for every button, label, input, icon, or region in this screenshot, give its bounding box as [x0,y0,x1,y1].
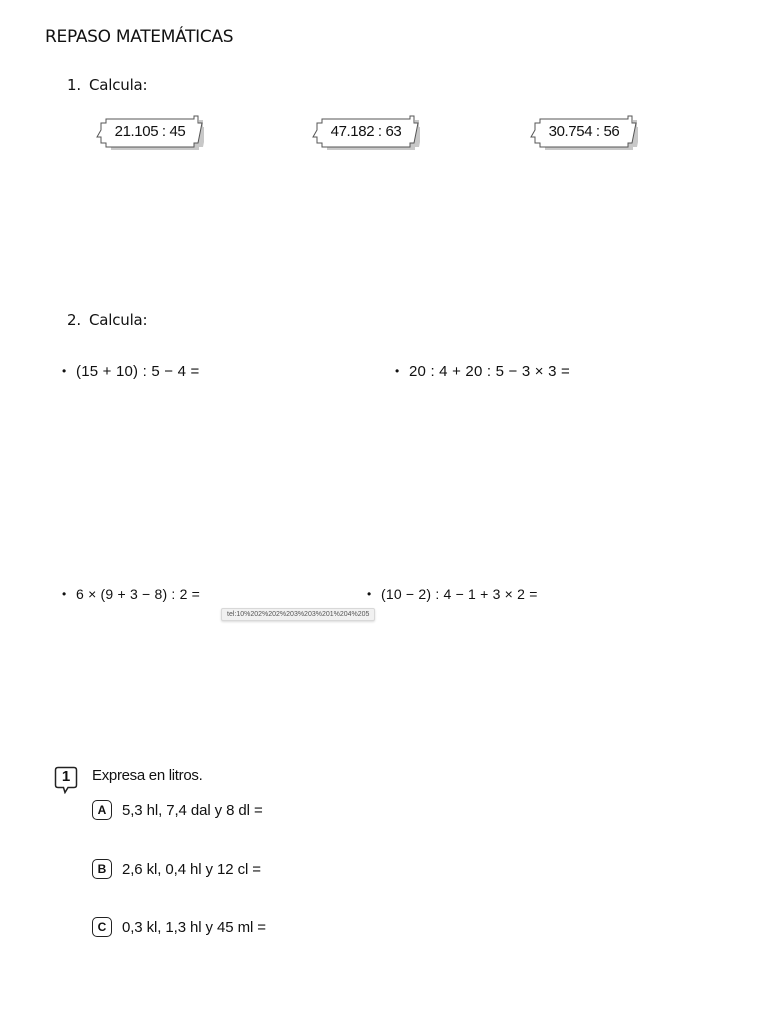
expression-text: (15 + 10) : 5 − 4 = [76,363,200,380]
exercise-item-text: 2,6 kl, 0,4 hl y 12 cl = [122,860,261,878]
division-box-3 [530,114,638,150]
exercise-badge [54,766,78,794]
expression-text: 20 : 4 + 20 : 5 − 3 × 3 = [409,363,570,380]
option-letter-b: B [92,859,112,879]
exercise-number: 1 [61,768,71,785]
expression-4 [367,586,538,602]
question-1-label: Calcula: [89,76,148,94]
page-title: REPASO MATEMÁTICAS [45,27,234,47]
exercise-item-text: 5,3 hl, 7,4 dal y 8 dl = [122,801,263,819]
question-1-number: 1. [67,76,81,94]
exercise-item-a [92,799,263,821]
question-2-number: 2. [67,311,81,329]
division-text-1: 21.105 : 45 [114,123,186,140]
division-text-2: 47.182 : 63 [330,123,402,140]
option-letter-c: C [92,917,112,937]
expression-text: 6 × (9 + 3 − 8) : 2 = [76,586,201,602]
expression-2 [395,363,570,380]
division-box-2 [312,114,420,150]
exercise-item-b [92,858,261,880]
question-2-label: Calcula: [89,311,148,329]
question-2-heading [67,311,147,329]
option-letter-a: A [92,800,112,820]
bullet: • [367,587,372,601]
bullet: • [395,364,400,378]
expression-text: (10 − 2) : 4 − 1 + 3 × 2 = [381,586,538,602]
phone-link-tooltip[interactable]: tel:10%202%202%203%203%201%204%205 [221,608,375,621]
expression-1 [62,363,199,380]
division-text-3: 30.754 : 56 [548,123,620,140]
expression-3 [62,586,200,602]
bullet: • [62,364,67,378]
question-1-heading [67,76,147,94]
division-box-1 [96,114,204,150]
exercise-item-text: 0,3 kl, 1,3 hl y 45 ml = [122,918,266,936]
exercise-item-c [92,916,266,938]
exercise-title: Expresa en litros. [92,767,203,784]
bullet: • [62,587,67,601]
